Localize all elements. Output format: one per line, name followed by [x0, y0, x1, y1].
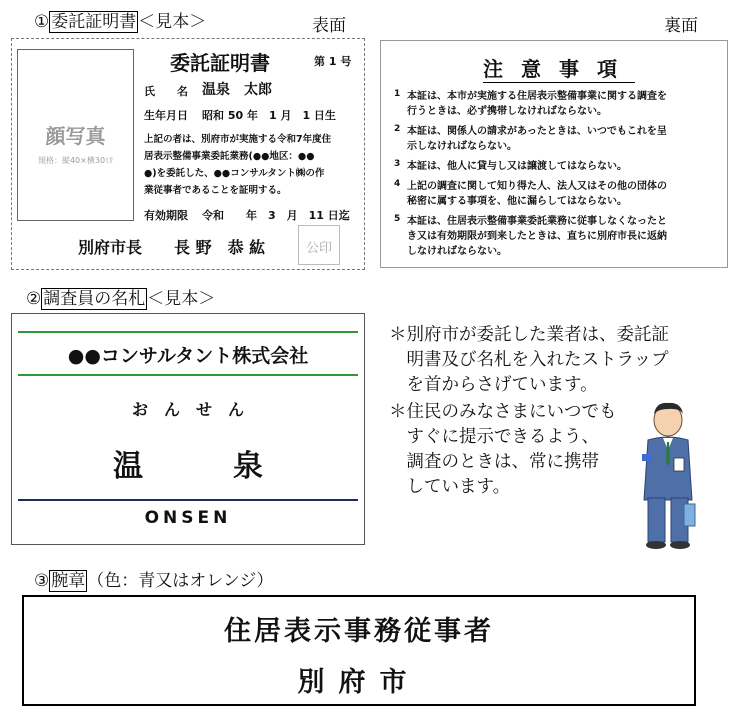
- certificate-title: 委託証明書: [170, 51, 270, 75]
- section3-prefix: ③: [34, 571, 50, 591]
- valid-value: 令和 年 3 月 11 日迄: [202, 209, 350, 222]
- green-rule: [18, 331, 358, 333]
- photo-label: 顔写真: [45, 124, 106, 148]
- navy-rule: [18, 499, 358, 501]
- section1-prefix: ①: [34, 12, 50, 32]
- notice-item: [394, 124, 724, 154]
- armband: [22, 595, 696, 706]
- notice-item-line: 本証は、関係人の請求があったときは、いつでもこれを呈: [407, 126, 667, 137]
- notice-item-number: 4: [394, 179, 401, 189]
- section3-suffix: （色：青又はオレンジ）: [87, 571, 274, 591]
- notice-item: [394, 89, 724, 119]
- notice-item-number: 2: [394, 124, 401, 134]
- notice-item: [394, 159, 724, 174]
- certificate-back: [380, 40, 728, 268]
- section1-suffix: ＜見本＞: [138, 12, 207, 32]
- front-label: 表面: [312, 16, 346, 36]
- note-1: [389, 323, 719, 398]
- notice-title: 注意事項: [483, 53, 635, 83]
- note-line: ＊住民のみなさまにいつでも: [389, 402, 617, 422]
- name-reading: お ん せ ん: [131, 400, 244, 419]
- official-seal: 公印: [298, 225, 340, 265]
- name-label: 氏 名: [144, 85, 188, 98]
- notice-item-line: 上記の調査に関して知り得た人、法人又はその他の団体の: [407, 181, 667, 192]
- name-kanji: 温 泉: [113, 449, 263, 484]
- note-line: 明書及び名札を入れたストラップ: [389, 350, 669, 370]
- name-value: 温泉 太郎: [202, 82, 272, 98]
- certificate-front: [11, 38, 365, 270]
- body-line: 上記の者は、別府市が実施する令和7年度住: [144, 134, 332, 145]
- name-romaji: ONSEN: [144, 508, 232, 528]
- body-line: 居表示整備事業委託業務(●●地区：●●: [144, 151, 315, 162]
- body-line: ●)を委託した、●●コンサルタント㈱の作: [144, 168, 325, 179]
- notice-item-line: 本証は、他人に貸与し又は譲渡してはならない。: [407, 161, 627, 172]
- section2-title: 調査員の名札: [43, 289, 146, 309]
- notice-item-number: 3: [394, 159, 401, 169]
- notice-item-line: 本証は、住居表示整備事業委託業務に従事しなくなったと: [407, 216, 667, 227]
- photo-size-label: 規格：縦40×横30ﾐﾘ: [37, 156, 114, 165]
- name-tag: [11, 313, 365, 545]
- section2-prefix: ②: [26, 289, 42, 309]
- notice-item-number: 1: [394, 89, 401, 99]
- note-line: しています。: [389, 477, 511, 497]
- back-label: 裏面: [664, 16, 698, 36]
- certificate-number: 第 1 号: [314, 55, 352, 68]
- company-name: ●●コンサルタント株式会社: [67, 345, 309, 367]
- body-line: 業従事者であることを証明する。: [144, 185, 287, 196]
- armband-line2: 別府市: [297, 667, 421, 698]
- section2-suffix: ＜見本＞: [147, 289, 216, 309]
- notice-item-line: 本証は、本市が実施する住居表示整備事業に関する調査を: [407, 91, 667, 102]
- notice-item-number: 5: [394, 214, 401, 224]
- section1-heading: [34, 7, 206, 32]
- note-2: [389, 400, 649, 500]
- birth-label: 生年月日: [144, 109, 188, 122]
- note-line: ＊別府市が委託した業者は、委託証: [389, 325, 669, 345]
- note-line: すぐに提示できるよう、: [389, 427, 599, 447]
- notice-item: [394, 179, 724, 209]
- section2-heading: [26, 284, 215, 309]
- notice-item-line: 示しなければならない。: [407, 141, 517, 152]
- valid-label: 有効期限: [144, 209, 188, 222]
- notice-item-line: 行うときは、必ず携帯しなければならない。: [407, 106, 607, 117]
- certificate-body: [144, 131, 362, 199]
- staff-illustration: [636, 400, 700, 550]
- notice-list: [394, 89, 724, 259]
- section3-heading: [34, 566, 273, 591]
- notice-item: [394, 214, 724, 259]
- mayor-signature: 別府市長 長 野 恭 紘: [78, 238, 266, 257]
- note-line: 調査のときは、常に携帯: [389, 452, 599, 472]
- notice-item-line: 秘密に属する事項を、他に漏らしてはならない。: [407, 196, 627, 207]
- green-rule: [18, 374, 358, 376]
- birth-value: 昭和 50 年 1 月 1 日生: [202, 109, 336, 122]
- section1-title: 委託証明書: [51, 12, 137, 32]
- section3-title: 腕章: [51, 571, 86, 591]
- note-line: を首からさげています。: [389, 375, 598, 395]
- notice-item-line: き又は有効期限が到来したときは、直ちに別府市長に返納: [407, 231, 667, 242]
- armband-line1: 住居表示事務従事者: [224, 616, 494, 647]
- notice-item-line: しなければならない。: [407, 246, 507, 257]
- photo-placeholder: [17, 49, 134, 221]
